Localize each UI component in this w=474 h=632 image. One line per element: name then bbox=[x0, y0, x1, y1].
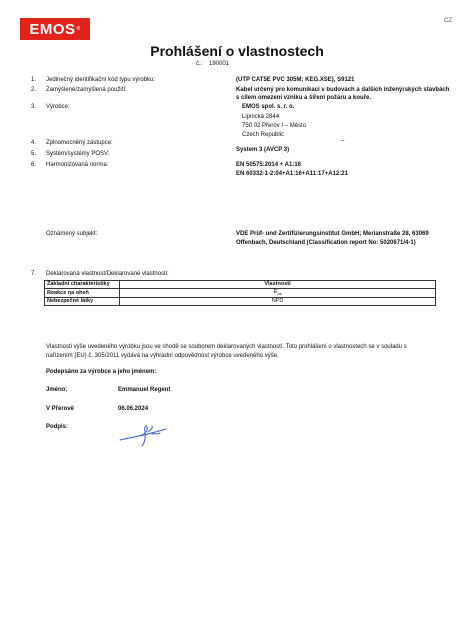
standard-line-2: EN 60332-1-2:04+A1:16+A11:17+A12:21 bbox=[236, 171, 348, 177]
manufacturer-city: 750 02 Přerov I – Město bbox=[242, 123, 307, 129]
row-6-label: Harmonizovaná norma: bbox=[46, 162, 109, 168]
declared-label: Deklarovaná vlastnost/Deklarované vlastnosti: bbox=[46, 271, 169, 277]
doc-number-value: 190001 bbox=[209, 61, 230, 67]
row-1-value: (UTP CAT5E PVC 305M; KEG.XSE), S9121 bbox=[236, 77, 355, 83]
declared-performance-table bbox=[44, 280, 436, 306]
signed-for-label: Podepsáno za výrobce a jeho jménem: bbox=[46, 369, 157, 375]
row-2-value-line-1: Kabel určený pro komunikaci v budovách a dalších inženýrských stavbách bbox=[236, 87, 450, 93]
manufacturer-country: Czech Republic bbox=[242, 132, 285, 138]
row-4-label: Zplnomocněný zástupce: bbox=[46, 140, 113, 146]
signatory-name: Emmanuel Regent bbox=[118, 387, 171, 393]
signature-label: Podpis: bbox=[46, 424, 68, 430]
row-4-number: 4. bbox=[31, 140, 37, 146]
page-title: Prohlášení o vlastnostech bbox=[150, 43, 324, 59]
manufacturer-street: Lipnická 2844 bbox=[242, 114, 280, 120]
row-fire-reaction-value: $E_{ca}$ bbox=[120, 289, 436, 298]
name-label: Jméno: bbox=[46, 387, 68, 393]
manufacturer-name: EMOS spol. s. r. o. bbox=[242, 104, 295, 110]
statement-line-2: nařízením (EU) č. 305/2011 vydává na výhradní odpovědnost výrobce uvedeného výše. bbox=[46, 353, 279, 359]
standard-line-1: EN 50575:2014 + A1:16 bbox=[236, 162, 301, 168]
emos-logo: EMOS ® bbox=[20, 18, 90, 40]
row-2-number: 2. bbox=[31, 87, 37, 93]
row-2-label: Zamýšlené/zamýšlená použití: bbox=[46, 87, 127, 93]
table-header-row bbox=[45, 281, 436, 289]
row-3-number: 3. bbox=[31, 104, 37, 110]
table-row bbox=[45, 289, 436, 298]
row-6-number: 6. bbox=[31, 162, 37, 168]
header-characteristics: Základní charakteristiky bbox=[45, 281, 120, 289]
handwritten-signature-icon bbox=[118, 418, 178, 448]
notified-body-line-2: Offenbach, Deutschland (Classification report No: 5020671/4-1) bbox=[236, 240, 416, 246]
row-7-number: 7. bbox=[31, 271, 37, 277]
row-5-label: Systém/systémy POSV: bbox=[46, 151, 110, 157]
language-code: CZ bbox=[444, 18, 452, 24]
statement-line-1: Vlastnosti výše uvedeného výrobku jsou ve shodě se souborem deklarovaných vlastností. Toto prohlášení o vlastnostech se v souladu s bbox=[46, 344, 407, 350]
row-fire-reaction-name: Reakce na oheň bbox=[45, 289, 120, 298]
notified-body-label: Oznámený subjekt: bbox=[46, 231, 98, 237]
row-4-value: – bbox=[341, 138, 345, 144]
row-2-value-line-2: s cílem omezení vzniku a šíření požáru a kouře. bbox=[236, 95, 372, 101]
doc-number-label: č.: bbox=[196, 61, 203, 67]
header-properties: Vlastnosti bbox=[120, 281, 436, 289]
table-row bbox=[45, 298, 436, 306]
row-3-label: Výrobce: bbox=[46, 104, 70, 110]
row-5-number: 5. bbox=[31, 151, 37, 157]
row-1-label: Jedinečný identifikační kód typu výrobku: bbox=[46, 77, 156, 83]
row-1-number: 1. bbox=[31, 77, 37, 83]
row-hazardous-value: NPD bbox=[120, 298, 436, 306]
notified-body-line-1: VDE Prüf- und Zertifizierungsinstitut GmbH; Merianstraße 28, 63069 bbox=[236, 231, 429, 237]
place-label: V Přerově bbox=[46, 406, 75, 412]
row-hazardous-name: Nebezpečné látky bbox=[45, 298, 120, 306]
row-5-value: System 3 (AVCP 3) bbox=[236, 147, 290, 153]
signature-date: 06.06.2024 bbox=[118, 406, 149, 412]
